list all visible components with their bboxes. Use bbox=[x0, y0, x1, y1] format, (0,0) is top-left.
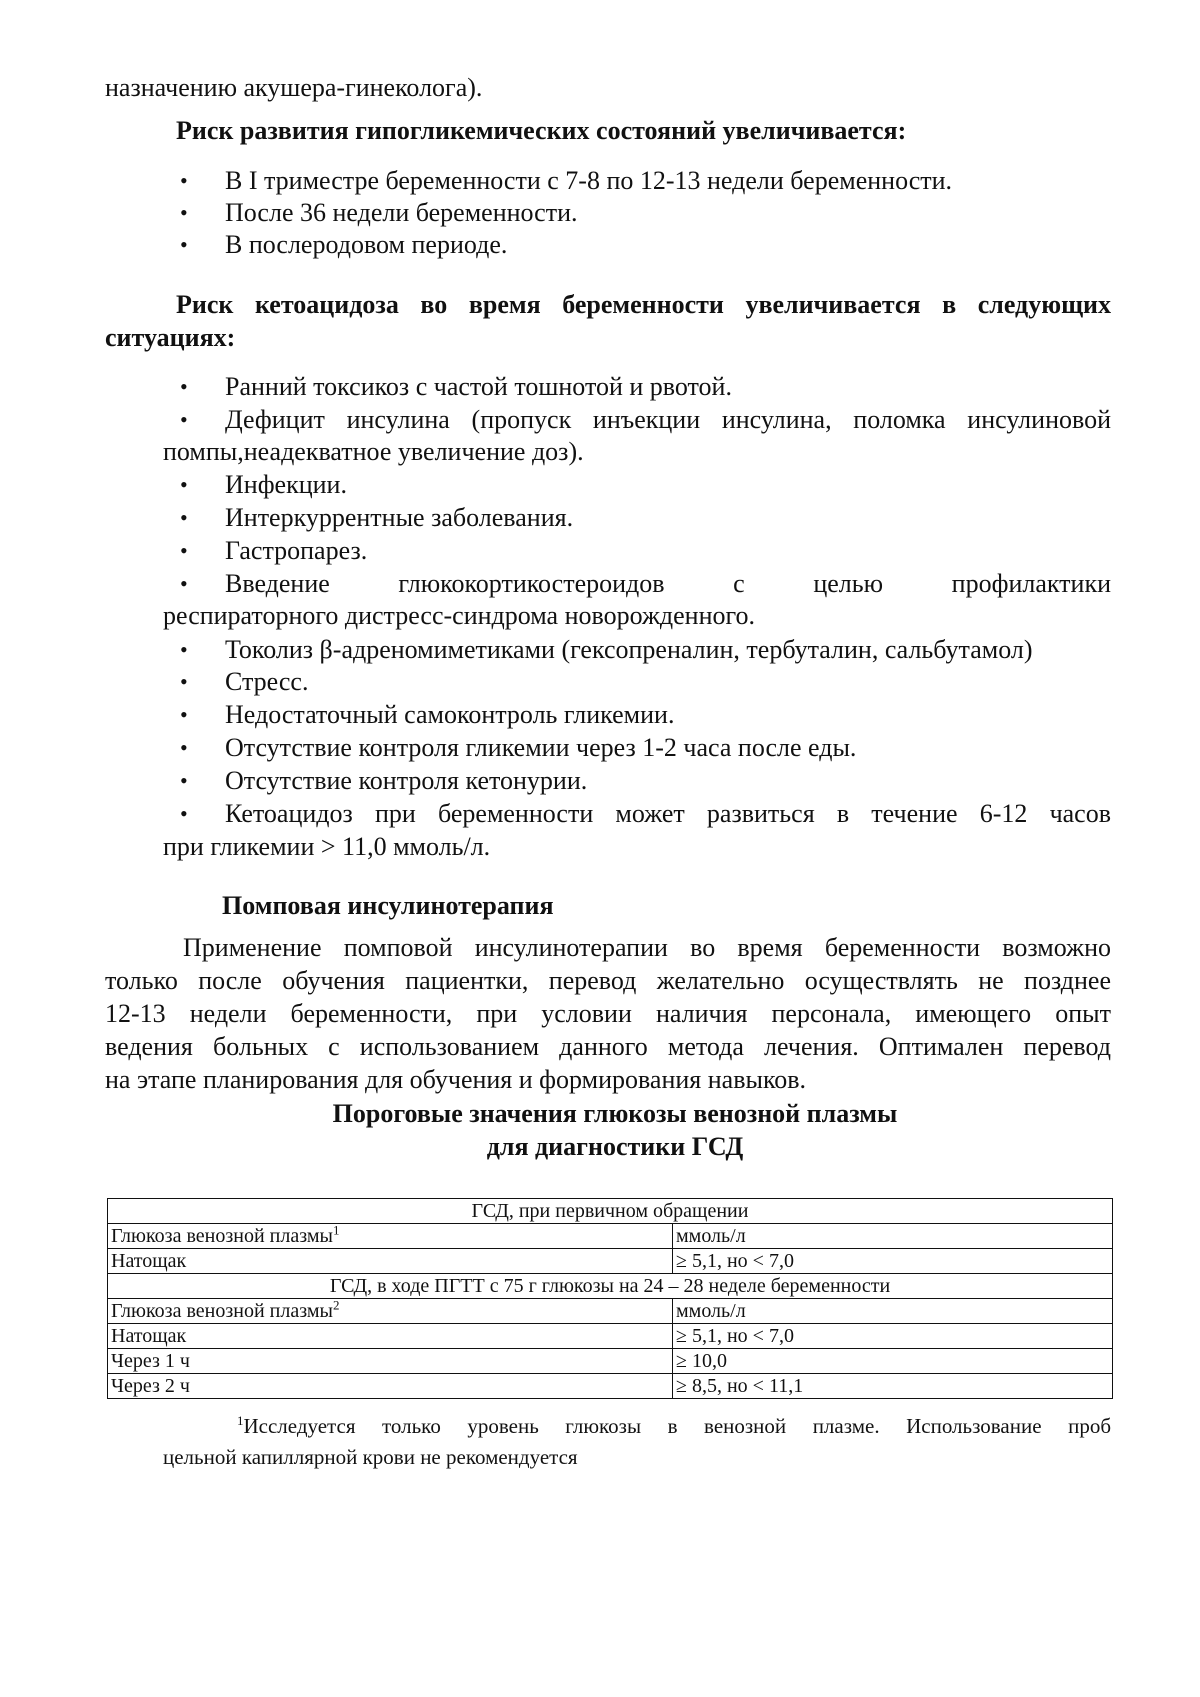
table-row bbox=[108, 1199, 1113, 1224]
bullet: • bbox=[180, 407, 188, 432]
table-row bbox=[108, 1324, 1113, 1349]
table-cell: ≥ 5,1, но < 7,0 bbox=[673, 1324, 1113, 1349]
list-item: Введение глюкокортикостероидов с целью профилактики bbox=[225, 569, 1111, 598]
list-item: Гастропарез. bbox=[225, 536, 368, 565]
bullet: • bbox=[180, 505, 188, 530]
table-cell bbox=[108, 1299, 673, 1324]
list-item: Стресс. bbox=[225, 667, 309, 696]
list-item: Отсутствие контроля кетонурии. bbox=[225, 766, 588, 795]
list-item: В послеродовом периоде. bbox=[225, 230, 508, 259]
list-item: Токолиз β-адреномиметиками (гексопреналин, тербуталин, сальбутамол) bbox=[225, 635, 1033, 664]
cell-text: Глюкоза венозной плазмы bbox=[111, 1225, 333, 1247]
list-item: В I триместре беременности с 7-8 по 12-13 недели беременности. bbox=[225, 166, 953, 195]
table-title-cont: для диагностики ГСД bbox=[486, 1132, 744, 1161]
table-cell: ≥ 8,5, но < 11,1 bbox=[673, 1374, 1113, 1399]
bullet: • bbox=[180, 200, 188, 225]
gsd-threshold-table bbox=[107, 1198, 1113, 1399]
table-title: Пороговые значения глюкозы венозной плазмы bbox=[332, 1099, 898, 1128]
table-cell: ммоль/л bbox=[673, 1299, 1113, 1324]
text-line: назначению акушера-гинеколога). bbox=[105, 73, 483, 102]
list-item: Инфекции. bbox=[225, 470, 347, 499]
list-item-cont: при гликемии > 11,0 ммоль/л. bbox=[163, 832, 491, 861]
table-row bbox=[108, 1349, 1113, 1374]
list-item: Ранний токсикоз с частой тошнотой и рвотой. bbox=[225, 372, 732, 401]
bullet: • bbox=[180, 801, 188, 826]
bullet: • bbox=[180, 232, 188, 257]
footnote-line bbox=[237, 1412, 1111, 1440]
paragraph-line: 12-13 недели беременности, при условии наличия персонала, имеющего опыт bbox=[105, 999, 1111, 1028]
list-item-cont: помпы,неадекватное увеличение доз). bbox=[163, 437, 584, 466]
bullet: • bbox=[180, 768, 188, 793]
table-row bbox=[108, 1249, 1113, 1274]
table-row bbox=[108, 1299, 1113, 1324]
bullet: • bbox=[180, 702, 188, 727]
bullet: • bbox=[180, 472, 188, 497]
table-cell: Натощак bbox=[108, 1324, 673, 1349]
list-item: Кетоацидоз при беременности может развиться в течение 6-12 часов bbox=[225, 799, 1111, 828]
footnote-text: Исследуется только уровень глюкозы в венозной плазме. Использование проб bbox=[243, 1414, 1111, 1438]
table-cell: Через 2 ч bbox=[108, 1374, 673, 1399]
list-item: Отсутствие контроля гликемии через 1-2 часа после еды. bbox=[225, 733, 857, 762]
paragraph-line: на этапе планирования для обучения и формирования навыков. bbox=[105, 1065, 807, 1094]
table-row bbox=[108, 1374, 1113, 1399]
table-cell: ≥ 5,1, но < 7,0 bbox=[673, 1249, 1113, 1274]
footnote-ref: 2 bbox=[332, 1297, 340, 1313]
bullet: • bbox=[180, 571, 188, 596]
paragraph-line: только после обучения пациентки, перевод желательно осуществлять не позднее bbox=[105, 966, 1111, 995]
section-heading-hypoglycemia: Риск развития гипогликемических состояний увеличивается: bbox=[176, 116, 907, 145]
bullet: • bbox=[180, 637, 188, 662]
list-item: После 36 недели беременности. bbox=[225, 198, 578, 227]
table-cell bbox=[108, 1224, 673, 1249]
footnote-line-cont: цельной капиллярной крови не рекомендуется bbox=[163, 1445, 578, 1469]
table-row bbox=[108, 1274, 1113, 1299]
table-cell: Натощак bbox=[108, 1249, 673, 1274]
list-item: Дефицит инсулина (пропуск инъекции инсулина, поломка инсулиновой bbox=[225, 405, 1111, 434]
bullet: • bbox=[180, 735, 188, 760]
table-row bbox=[108, 1224, 1113, 1249]
section-heading-pump: Помповая инсулинотерапия bbox=[222, 891, 554, 920]
paragraph-line: ведения больных с использованием данного метода лечения. Оптимален перевод bbox=[105, 1032, 1111, 1061]
bullet: • bbox=[180, 374, 188, 399]
section-heading-ketoacidosis-cont: ситуациях: bbox=[105, 323, 236, 352]
cell-text: Глюкоза венозной плазмы bbox=[111, 1300, 333, 1322]
table-cell: ≥ 10,0 bbox=[673, 1349, 1113, 1374]
table-cell: Через 1 ч bbox=[108, 1349, 673, 1374]
footnote-ref: 1 bbox=[332, 1222, 340, 1238]
table-section-header: ГСД, при первичном обращении bbox=[108, 1199, 1113, 1224]
paragraph-line: Применение помповой инсулинотерапии во время беременности возможно bbox=[183, 933, 1111, 962]
list-item-cont: респираторного дистресс-синдрома новорожденного. bbox=[163, 601, 756, 630]
list-item: Недостаточный самоконтроль гликемии. bbox=[225, 700, 675, 729]
footnote-marker: 1 bbox=[237, 1413, 244, 1428]
list-item: Интеркуррентные заболевания. bbox=[225, 503, 574, 532]
table-section-header: ГСД, в ходе ПГТТ с 75 г глюкозы на 24 – 28 неделе беременности bbox=[108, 1274, 1113, 1299]
table-cell: ммоль/л bbox=[673, 1224, 1113, 1249]
bullet: • bbox=[180, 168, 188, 193]
bullet: • bbox=[180, 538, 188, 563]
section-heading-ketoacidosis: Риск кетоацидоза во время беременности увеличивается в следующих bbox=[176, 290, 1111, 319]
bullet: • bbox=[180, 669, 188, 694]
